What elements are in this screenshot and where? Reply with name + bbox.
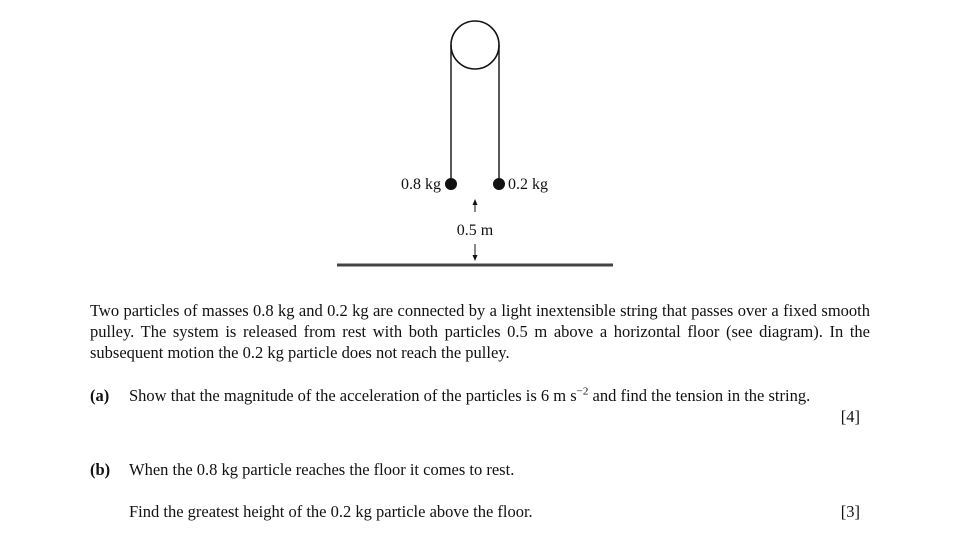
right-mass-label: 0.2 kg [508, 176, 548, 193]
down-arrowhead [473, 255, 478, 261]
part-b-marks: [3] [840, 502, 860, 521]
right-particle [493, 178, 505, 190]
part-a [90, 385, 870, 426]
part-b-question-row [90, 501, 870, 522]
left-mass-label: 0.8 kg [401, 176, 441, 193]
part-a-text-before: Show that the magnitude of the acceleration of the particles is 6 m s [129, 386, 577, 405]
part-a-superscript: −2 [576, 385, 589, 398]
part-a-letter: (a) [90, 386, 110, 405]
left-particle [445, 178, 457, 190]
part-b [90, 459, 870, 480]
part-a-text-after: and find the tension in the string. [588, 386, 811, 405]
part-b-question: Find the greatest height of the 0.2 kg particle above the floor. [129, 502, 533, 521]
part-b-letter: (b) [90, 460, 111, 479]
question-intro: Two particles of masses 0.8 kg and 0.2 kg are connected by a light inextensible string that passes over a fixed smooth pulley. The system is released from rest with both particles 0.5 m above a horizontal floor (see diagram). In the subsequent motion the 0.2 kg particle does not reach the pulley. [90, 301, 870, 362]
up-arrowhead [473, 199, 478, 205]
part-a-marks: [4] [840, 407, 860, 426]
part-b-statement: When the 0.8 kg particle reaches the floor it comes to rest. [129, 460, 515, 479]
pulley-wheel [451, 21, 499, 69]
height-label: 0.5 m [456, 222, 494, 239]
part-a-text [129, 385, 870, 406]
